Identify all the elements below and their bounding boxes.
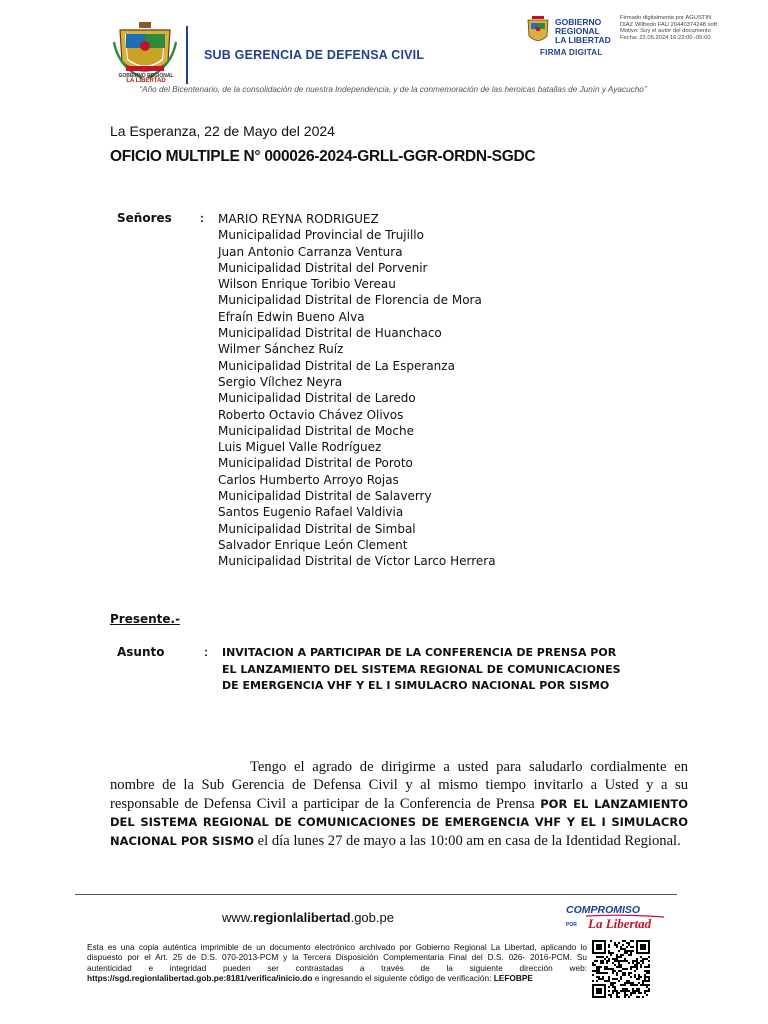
crest-caption-gobierno: GOBIERNO REGIONAL [118, 73, 174, 79]
document-number: OFICIO MULTIPLE N° 000026-2024-GRLL-GGR-ORDN-SGDC [110, 148, 536, 165]
recipient-name: Santos Eugenio Rafael Valdivia [218, 505, 404, 520]
url-domain: regionlalibertad [253, 910, 351, 925]
recipient-name: Salvador Enrique León Clement [218, 537, 408, 552]
recipient-municipality: Municipalidad Distrital de Salaverry [218, 489, 432, 504]
recipient-municipality: Municipalidad Distrital de Víctor Larco Herrera [218, 554, 496, 569]
footer-website-link[interactable] [222, 910, 394, 925]
url-suffix: .gob.pe [350, 910, 394, 925]
recipient-name: MARIO REYNA RODRIGUEZ [218, 212, 379, 226]
recipient-municipality: Municipalidad Distrital de La Esperanza [218, 358, 455, 373]
recipient-name: Luis Miguel Valle Rodríguez [218, 440, 382, 455]
recipient-municipality: Municipalidad Distrital de Laredo [218, 391, 416, 406]
verification-code: LEFOBPE [493, 972, 533, 983]
body-text-part: el día lunes 27 de mayo a las 10:00 am en casa de la Identidad Regional. [254, 832, 681, 849]
crest-caption-la-libertad: LA LIBERTAD [126, 78, 166, 84]
recipient-name: Wilson Enrique Toribio Vereau [218, 277, 396, 292]
recipient-name: Juan Antonio Carranza Ventura [218, 244, 403, 259]
url-prefix: www. [222, 910, 254, 925]
compromiso-la-libertad-logo [562, 902, 667, 932]
recipient-municipality: Municipalidad Distrital de Huanchaco [218, 326, 442, 341]
disclaimer-text: e ingresando el siguiente código de verificación: [312, 972, 494, 983]
verification-url-link[interactable]: https://sgd.regionlalibertad.gob.pe:8181/verifica/inicio.do [87, 972, 313, 983]
recipients-list [218, 211, 496, 570]
subject-colon: : [204, 645, 208, 659]
recipients-colon: : [200, 211, 204, 225]
digital-signature-details [620, 15, 745, 41]
compromiso-word: COMPROMISO [566, 904, 641, 916]
recipient-name: Carlos Humberto Arroyo Rojas [218, 472, 399, 487]
footer-divider [75, 894, 677, 895]
compromiso-por: POR [566, 922, 577, 928]
regional-small-logo-icon [526, 16, 550, 46]
recipient-municipality: Municipalidad Distrital de Moche [218, 423, 414, 438]
year-motto: “Año del Bicentenario, de la consolidación de nuestra Independencia, y de la conmemoración de las heroicas batallas de Junín y Ayacucho” [139, 85, 647, 94]
body-bold-event: POR EL LANZAMIENTO DEL SISTEMA REGIONAL DE COMUNICACIONES DE EMERGENCIA VHF Y EL I SIMULACRO NACIONAL POR SISMO [110, 796, 688, 848]
signature-detail-line: Firmado digitalmente por AGUSTIN [620, 15, 712, 21]
subject-label: Asunto [117, 645, 165, 659]
signature-detail-line: Motivo: Soy el autor del documento [620, 28, 711, 34]
recipient-name: Roberto Octavio Chávez Olivos [218, 407, 404, 422]
signature-detail-line: DIAZ Wilfredo FAU 20440374248 soft [620, 21, 717, 28]
disclaimer-text: Esta es una copia auténtica imprimible de un documento electrónico archivado por Gobierno Regional La Libertad, aplicando lo dispuesto por el Art. 25 de D.S. 070-2013-PCM y la Tercera Disposición Complementaria Final del D.S. 026- 2016-PCM. Su autenticidad e integridad pueden ser contrastadas a través de la siguiente dirección web: [87, 942, 587, 973]
recipients-label: Señores [117, 211, 172, 225]
recipient-municipality: Municipalidad Distrital de Simbal [218, 521, 416, 536]
recipient-name: Sergio Vílchez Neyra [218, 374, 343, 389]
signature-logo-line-3: LA LIBERTAD [555, 35, 611, 45]
department-title: SUB GERENCIA DE DEFENSA CIVIL [204, 48, 425, 62]
presente-label: Presente.- [110, 612, 181, 626]
recipient-municipality: Municipalidad Distrital de Florencia de Mora [218, 293, 482, 308]
header-divider [186, 26, 188, 84]
qr-code-icon [592, 940, 650, 998]
recipient-municipality: Municipalidad Distrital del Porvenir [218, 260, 428, 275]
signature-logo-line-1: GOBIERNO [555, 17, 602, 27]
authenticity-disclaimer [87, 942, 587, 983]
body-text-part: Tengo el agrado de dirigirme a usted para saludarlo cordialmente en nombre de la Sub Gerencia de Defensa Civil y al mismo tiempo invitarlo a Usted y a su responsable de Defensa Civil a participar de la Conferencia de Prensa [110, 759, 688, 812]
place-and-date: La Esperanza, 22 de Mayo del 2024 [110, 123, 335, 139]
recipient-municipality: Municipalidad Distrital de Poroto [218, 456, 413, 471]
letter-body [110, 758, 688, 850]
recipient-name: Efraín Edwin Bueno Alva [218, 309, 365, 324]
signature-detail-line: Fecha: 22.05.2024 16:22:00 -05:00 [620, 34, 711, 41]
subject-text: INVITACION A PARTICIPAR DE LA CONFERENCIA DE PRENSA POR EL LANZAMIENTO DEL SISTEMA REGIONAL DE COMUNICACIONES DE EMERGENCIA VHF Y EL I SIMULACRO NACIONAL POR SISMO [222, 646, 621, 692]
recipient-name: Wilmer Sánchez Ruíz [218, 342, 344, 357]
recipient-municipality: Municipalidad Provincial de Trujillo [218, 228, 424, 243]
compromiso-la-libertad: La Libertad [588, 916, 652, 931]
firma-digital-label: FIRMA DIGITAL [540, 48, 603, 57]
signature-logo-line-2: REGIONAL [555, 26, 600, 36]
